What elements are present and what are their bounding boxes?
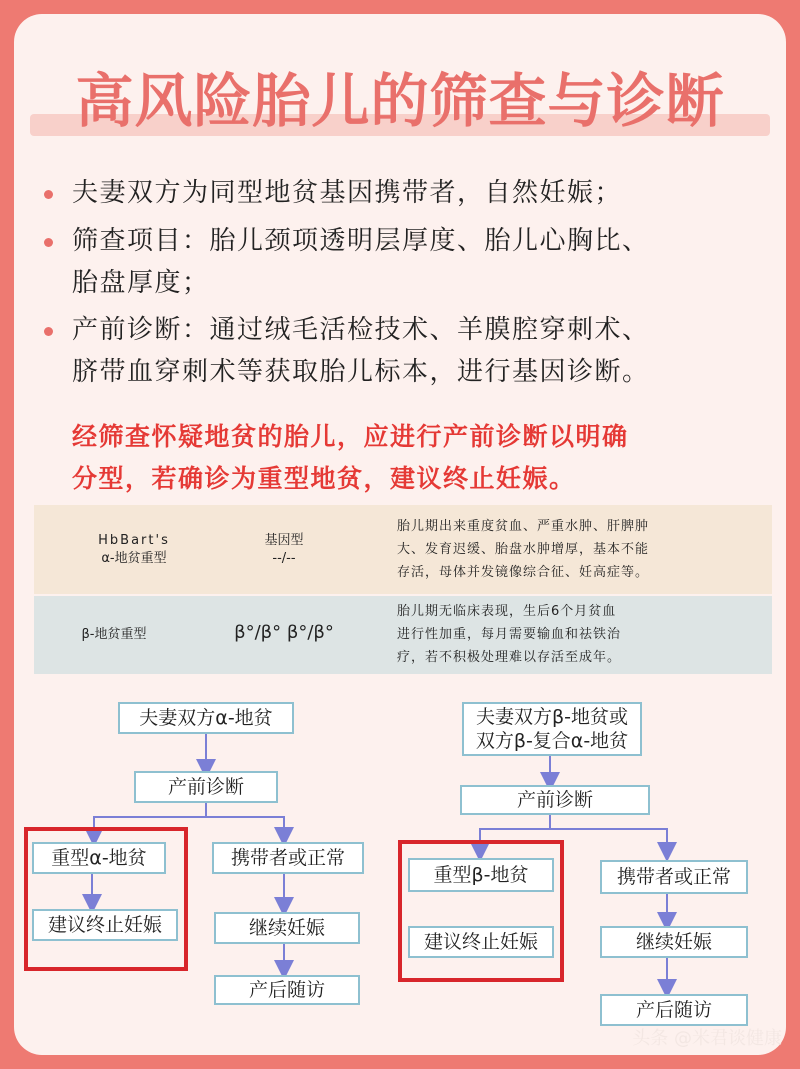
alpha-terminate-box: 建议终止妊娠: [32, 909, 178, 941]
warning-text: 经筛查怀疑地贫的胎儿，应进行产前诊断以明确 分型，若确诊为重型地贫，建议终止妊娠。: [72, 422, 629, 493]
bullet-1: 夫妻双方为同型地贫基因携带者，自然妊娠；: [72, 178, 623, 208]
alpha-followup-box: 产后随访: [214, 975, 360, 1005]
beta-severe-box: 重型β-地贫: [408, 858, 554, 892]
alpha-severe-box: 重型α-地贫: [32, 842, 166, 874]
beta-severe-highlight: [398, 840, 564, 982]
watermark: 头条 @米君谈健康: [632, 1028, 782, 1049]
beta-carrier-box: 携带者或正常: [600, 860, 748, 894]
alpha-name: HbBart's α-地贫重型: [98, 533, 170, 566]
beta-name: β-地贫重型: [81, 627, 147, 642]
alpha-severe-highlight: [24, 827, 188, 971]
beta-description: 胎儿期无临床表现，生后6个月贫血 进行性加重，每月需要输血和祛铁治 疗，若不积极处理难以存活至成年。: [397, 604, 622, 665]
beta-genotype: β°/β° β°/β°: [234, 622, 334, 643]
bullet-3: 产前诊断：通过绒毛活检技术、羊膜腔穿刺术、 脐带血穿刺术等获取胎儿标本，进行基因诊断。: [72, 315, 650, 387]
beta-diagnosis-box: 产前诊断: [460, 785, 650, 815]
beta-start-box: 夫妻双方β-地贫或 双方β-复合α-地贫: [462, 702, 642, 756]
content-card: [14, 14, 786, 1055]
alpha-start-box: 夫妻双方α-地贫: [118, 702, 294, 734]
bullet-2: 筛查项目：胎儿颈项透明层厚度、胎儿心胸比、 胎盘厚度；: [72, 226, 650, 298]
beta-followup-box: 产后随访: [600, 994, 748, 1026]
beta-terminate-box: 建议终止妊娠: [408, 926, 554, 958]
alpha-genotype: 基因型 --/--: [264, 533, 304, 566]
alpha-continue-box: 继续妊娠: [214, 912, 360, 944]
alpha-carrier-box: 携带者或正常: [212, 842, 364, 874]
page-title: 高风险胎儿的筛查与诊断: [75, 67, 725, 135]
alpha-description: 胎儿期出来重度贫血、严重水肿、肝脾肿 大、发育迟缓、胎盘水肿增厚，基本不能 存活，母体并发镜像综合征、妊高症等。: [397, 519, 650, 580]
beta-continue-box: 继续妊娠: [600, 926, 748, 958]
alpha-diagnosis-box: 产前诊断: [134, 771, 278, 803]
